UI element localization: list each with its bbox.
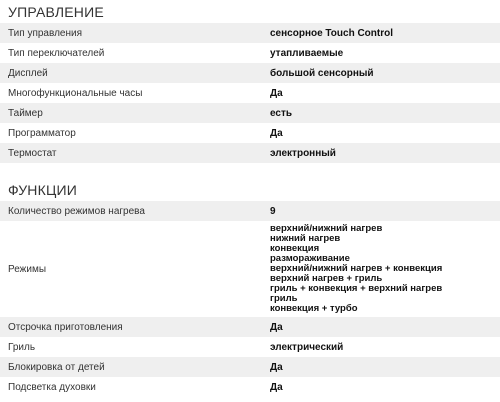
spec-row (0, 201, 500, 221)
mode-item: гриль (270, 293, 298, 304)
spec-row-modes (0, 221, 500, 317)
spec-label: Программатор (0, 123, 268, 143)
spec-value: Да (268, 317, 500, 337)
mode-item: гриль + конвекция + верхний нагрев (270, 283, 443, 294)
spec-value: Да (268, 357, 500, 377)
spec-value: электрический (268, 337, 500, 357)
spec-label: Блокировка от детей (0, 357, 268, 377)
spec-row (0, 377, 500, 397)
spec-label: Режимы (0, 221, 268, 317)
spec-value: Да (268, 377, 500, 397)
spec-value: есть (268, 103, 500, 123)
mode-item: верхний/нижний нагрев + конвекция (270, 263, 443, 274)
spec-row (0, 23, 500, 43)
functions-spec-table (0, 201, 500, 397)
spec-label: Термостат (0, 143, 268, 163)
spec-value: Да (268, 123, 500, 143)
control-section-title: УПРАВЛЕНИЕ (8, 4, 104, 20)
spec-label: Тип управления (0, 23, 268, 43)
functions-section-title: ФУНКЦИИ (8, 182, 78, 198)
spec-row (0, 123, 500, 143)
spec-label: Подсветка духовки (0, 377, 268, 397)
modes-list (268, 221, 500, 317)
mode-item: конвекция + турбо (270, 303, 358, 314)
spec-label: Гриль (0, 337, 268, 357)
spec-row (0, 143, 500, 163)
spec-value: большой сенсорный (268, 63, 500, 83)
control-spec-table (0, 23, 500, 163)
spec-value: Да (268, 83, 500, 103)
spec-row (0, 337, 500, 357)
spec-value: электронный (268, 143, 500, 163)
spec-value: утапливаемые (268, 43, 500, 63)
spec-row (0, 43, 500, 63)
mode-item: верхний нагрев + гриль (270, 273, 383, 284)
spec-label: Многофункциональные часы (0, 83, 268, 103)
spec-sheet (0, 1, 500, 402)
spec-row (0, 83, 500, 103)
spec-row (0, 103, 500, 123)
spec-row (0, 63, 500, 83)
mode-item: конвекция (270, 243, 320, 254)
spec-label: Тип переключателей (0, 43, 268, 63)
mode-item: размораживание (270, 253, 350, 264)
spec-label: Таймер (0, 103, 268, 123)
spec-row (0, 357, 500, 377)
mode-item: верхний/нижний нагрев (270, 223, 383, 234)
spec-label: Количество режимов нагрева (0, 201, 268, 221)
spec-label: Отсрочка приготовления (0, 317, 268, 337)
spec-row (0, 317, 500, 337)
spec-value: сенсорное Touch Control (268, 23, 500, 43)
mode-item: нижний нагрев (270, 233, 341, 244)
spec-label: Дисплей (0, 63, 268, 83)
spec-value: 9 (268, 201, 500, 221)
